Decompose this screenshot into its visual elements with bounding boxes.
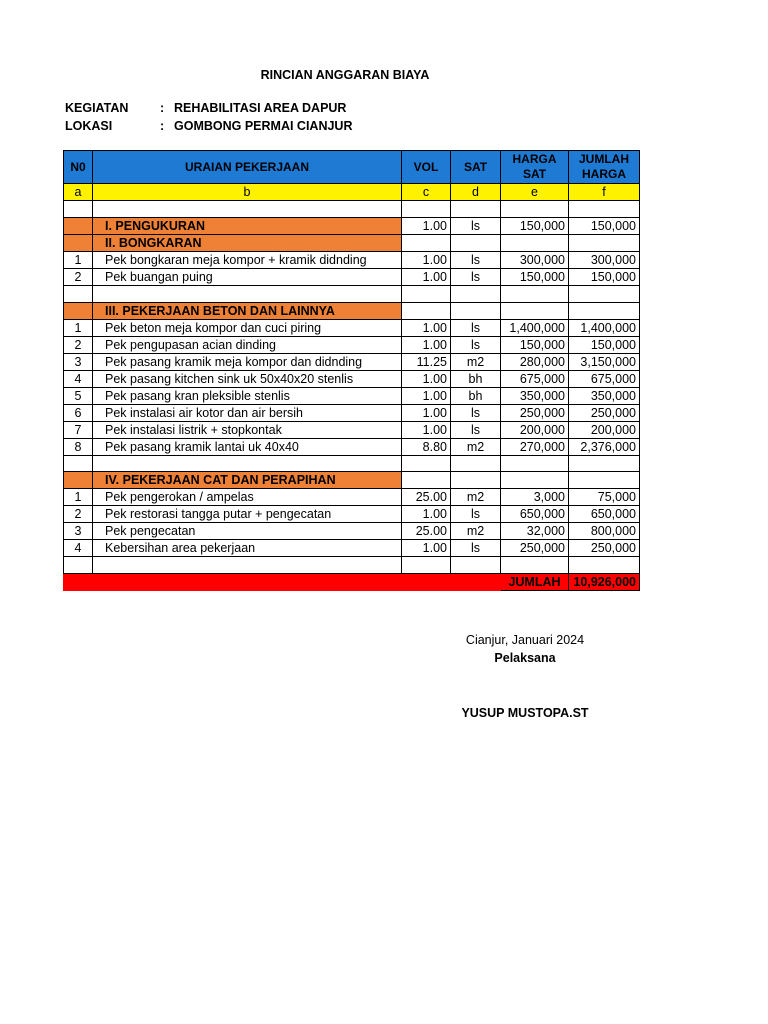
letter-d: d	[451, 184, 501, 201]
sat-cell: ls	[451, 268, 501, 285]
no-cell: 2	[64, 268, 93, 285]
vol-cell: 1.00	[402, 540, 451, 557]
sat-cell: ls	[451, 319, 501, 336]
harga-cell: 270,000	[501, 438, 569, 455]
desc-cell: Pek buangan puing	[93, 268, 402, 285]
sat-cell: bh	[451, 370, 501, 387]
section-title: II. BONGKARAN	[93, 234, 402, 251]
table-row	[64, 438, 640, 455]
no-cell: 1	[64, 319, 93, 336]
total-row	[64, 574, 640, 591]
vol-cell: 1.00	[402, 319, 451, 336]
jumlah-cell: 2,376,000	[569, 438, 640, 455]
vol-cell: 1.00	[402, 370, 451, 387]
vol-cell: 1.00	[402, 217, 451, 234]
table-row	[64, 319, 640, 336]
no-cell: 2	[64, 506, 93, 523]
harga-cell: 280,000	[501, 353, 569, 370]
section-no	[64, 472, 93, 489]
jumlah-cell: 350,000	[569, 387, 640, 404]
no-cell: 2	[64, 336, 93, 353]
sat-cell: m2	[451, 523, 501, 540]
desc-cell: Pek pasang kramik meja kompor dan didnding	[93, 353, 402, 370]
table-row	[64, 268, 640, 285]
sat-cell: ls	[451, 421, 501, 438]
desc-cell: Pek beton meja kompor dan cuci piring	[93, 319, 402, 336]
letter-c: c	[402, 184, 451, 201]
desc-cell: Kebersihan area pekerjaan	[93, 540, 402, 557]
no-cell: 3	[64, 523, 93, 540]
harga-cell: 250,000	[501, 540, 569, 557]
column-letter-row	[64, 184, 640, 201]
no-cell: 4	[64, 540, 93, 557]
lokasi-label: LOKASI	[65, 119, 113, 133]
spacer-row	[64, 285, 640, 302]
jumlah-cell: 3,150,000	[569, 353, 640, 370]
jumlah-cell: 250,000	[569, 404, 640, 421]
desc-cell: Pek pengecatan	[93, 523, 402, 540]
table-row	[64, 387, 640, 404]
signer-name: YUSUP MUSTOPA.ST	[461, 706, 589, 720]
total-value: 10,926,000	[569, 574, 640, 591]
letter-b: b	[93, 184, 402, 201]
letter-a: a	[64, 184, 93, 201]
harga-cell: 1,400,000	[501, 319, 569, 336]
desc-cell: Pek instalasi air kotor dan air bersih	[93, 404, 402, 421]
kegiatan-value: REHABILITASI AREA DAPUR	[174, 101, 347, 115]
sat-cell: ls	[451, 251, 501, 268]
sat-cell: m2	[451, 489, 501, 506]
jumlah-cell: 150,000	[569, 336, 640, 353]
section-row-beton	[64, 302, 640, 319]
jumlah-cell: 800,000	[569, 523, 640, 540]
section-title: III. PEKERJAAN BETON DAN LAINNYA	[93, 302, 402, 319]
table-row	[64, 540, 640, 557]
sat-cell: m2	[451, 438, 501, 455]
no-cell: 1	[64, 251, 93, 268]
section-row-bongkaran	[64, 234, 640, 251]
table-row	[64, 421, 640, 438]
vol-cell: 1.00	[402, 387, 451, 404]
desc-cell: Pek pasang kramik lantai uk 40x40	[93, 438, 402, 455]
section-no	[64, 217, 93, 234]
no-cell: 7	[64, 421, 93, 438]
desc-cell: Pek pengupasan acian dinding	[93, 336, 402, 353]
lokasi-colon: :	[160, 119, 165, 133]
section-title: I. PENGUKURAN	[93, 217, 402, 234]
sat-cell: ls	[451, 336, 501, 353]
header-harga-sat: HARGA SAT	[501, 151, 569, 184]
spacer-row	[64, 201, 640, 218]
header-sat: SAT	[451, 151, 501, 184]
total-bar	[64, 574, 501, 591]
desc-cell: Pek restorasi tangga putar + pengecatan	[93, 506, 402, 523]
section-title: IV. PEKERJAAN CAT DAN PERAPIHAN	[93, 472, 402, 489]
no-cell: 3	[64, 353, 93, 370]
sat-cell: bh	[451, 387, 501, 404]
kegiatan-colon: :	[160, 101, 165, 115]
budget-table	[63, 150, 640, 591]
no-cell: 8	[64, 438, 93, 455]
sat-cell: ls	[451, 217, 501, 234]
jumlah-cell: 150,000	[569, 217, 640, 234]
section-row-cat	[64, 472, 640, 489]
section-no	[64, 234, 93, 251]
harga-cell: 250,000	[501, 404, 569, 421]
jumlah-cell: 675,000	[569, 370, 640, 387]
desc-cell: Pek pasang kitchen sink uk 50x40x20 stenlis	[93, 370, 402, 387]
table-row	[64, 489, 640, 506]
table-row	[64, 506, 640, 523]
kegiatan-label: KEGIATAN	[65, 101, 129, 115]
no-cell: 4	[64, 370, 93, 387]
harga-cell: 200,000	[501, 421, 569, 438]
vol-cell: 8.80	[402, 438, 451, 455]
section-row-pengukuran	[64, 217, 640, 234]
desc-cell: Pek instalasi listrik + stopkontak	[93, 421, 402, 438]
signer-role: Pelaksana	[494, 651, 556, 665]
no-cell: 6	[64, 404, 93, 421]
no-cell: 5	[64, 387, 93, 404]
vol-cell: 11.25	[402, 353, 451, 370]
header-vol: VOL	[402, 151, 451, 184]
vol-cell: 1.00	[402, 268, 451, 285]
jumlah-cell: 650,000	[569, 506, 640, 523]
table-row	[64, 370, 640, 387]
vol-cell: 1.00	[402, 404, 451, 421]
harga-cell: 3,000	[501, 489, 569, 506]
harga-cell: 150,000	[501, 217, 569, 234]
table-header-row	[64, 151, 640, 184]
desc-cell: Pek pengerokan / ampelas	[93, 489, 402, 506]
vol-cell: 25.00	[402, 489, 451, 506]
spacer-row	[64, 557, 640, 574]
lokasi-line	[65, 119, 352, 133]
section-no	[64, 302, 93, 319]
table-row	[64, 523, 640, 540]
jumlah-cell: 1,400,000	[569, 319, 640, 336]
sat-cell: m2	[451, 353, 501, 370]
harga-cell: 150,000	[501, 336, 569, 353]
harga-cell: 350,000	[501, 387, 569, 404]
jumlah-cell: 75,000	[569, 489, 640, 506]
desc-cell: Pek pasang kran pleksible stenlis	[93, 387, 402, 404]
kegiatan-line	[65, 101, 346, 115]
vol-cell: 1.00	[402, 506, 451, 523]
harga-cell: 300,000	[501, 251, 569, 268]
vol-cell: 1.00	[402, 251, 451, 268]
harga-cell: 150,000	[501, 268, 569, 285]
table-row	[64, 404, 640, 421]
place-date: Cianjur, Januari 2024	[465, 633, 585, 647]
header-uraian: URAIAN PEKERJAAN	[93, 151, 402, 184]
table-row	[64, 353, 640, 370]
letter-f: f	[569, 184, 640, 201]
letter-e: e	[501, 184, 569, 201]
document-title: RINCIAN ANGGARAN BIAYA	[260, 68, 430, 82]
table-row	[64, 336, 640, 353]
sat-cell: ls	[451, 540, 501, 557]
desc-cell: Pek bongkaran meja kompor + kramik didnding	[93, 251, 402, 268]
jumlah-cell: 250,000	[569, 540, 640, 557]
harga-cell: 675,000	[501, 370, 569, 387]
harga-cell: 32,000	[501, 523, 569, 540]
jumlah-cell: 150,000	[569, 268, 640, 285]
vol-cell: 1.00	[402, 336, 451, 353]
table-row	[64, 251, 640, 268]
vol-cell: 25.00	[402, 523, 451, 540]
no-cell: 1	[64, 489, 93, 506]
harga-cell: 650,000	[501, 506, 569, 523]
lokasi-value: GOMBONG PERMAI CIANJUR	[174, 119, 353, 133]
spacer-row	[64, 455, 640, 472]
sat-cell: ls	[451, 506, 501, 523]
jumlah-cell: 300,000	[569, 251, 640, 268]
vol-cell: 1.00	[402, 421, 451, 438]
sat-cell: ls	[451, 404, 501, 421]
header-no: N0	[64, 151, 93, 184]
header-jumlah-harga: JUMLAH HARGA	[569, 151, 640, 184]
total-label: JUMLAH	[501, 574, 569, 591]
jumlah-cell: 200,000	[569, 421, 640, 438]
